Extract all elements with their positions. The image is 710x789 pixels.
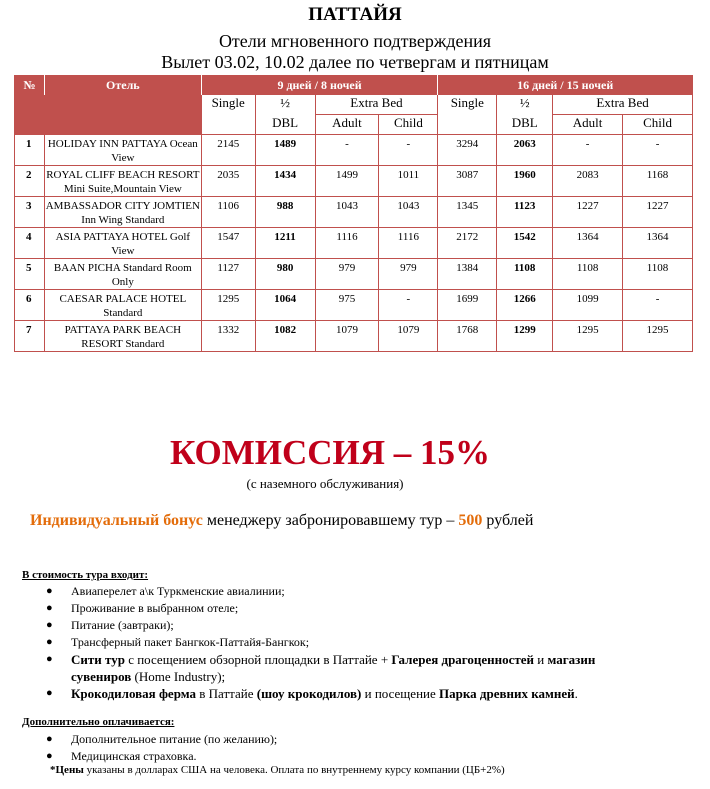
col-header-number: №: [15, 75, 45, 95]
subheader-single: Single: [438, 95, 497, 115]
subheader-empty: [438, 115, 497, 135]
price-adult-9d: 1499: [315, 166, 379, 197]
price-child-9d: 1043: [379, 197, 438, 228]
list-item: ● Медицинская страховка.: [46, 749, 197, 763]
table-row: [15, 197, 693, 228]
price-child-16d: 1108: [623, 259, 693, 290]
subheader-half: ½: [255, 95, 315, 115]
price-single-16d: 1345: [438, 197, 497, 228]
price-child-9d: -: [379, 135, 438, 166]
price-child-16d: 1168: [623, 166, 693, 197]
list-item-city-tour: ● Сити тур с посещением обзорной площадки в Паттайе + Галерея драгоценностей и магазин сувениров (Home Industry);: [46, 652, 596, 684]
price-adult-16d: 1108: [553, 259, 623, 290]
price-dbl-9d: 1489: [255, 135, 315, 166]
price-child-9d: 1079: [379, 321, 438, 352]
bullet-icon: ●: [46, 733, 53, 745]
row-number: 4: [15, 228, 45, 259]
price-single-9d: 1127: [201, 259, 255, 290]
price-dbl-16d: 1542: [497, 228, 553, 259]
price-adult-9d: -: [315, 135, 379, 166]
bullet-icon: ●: [46, 653, 53, 665]
hotel-name: AMBASSADOR CITY JOMTIEN Inn Wing Standard: [44, 197, 201, 228]
bonus-amount: 500: [458, 512, 483, 529]
subheader-child: Child: [623, 115, 693, 135]
price-child-16d: 1364: [623, 228, 693, 259]
price-dbl-9d: 1211: [255, 228, 315, 259]
bonus-lead: Индивидуальный бонус: [30, 512, 203, 529]
subheader-dbl: DBL: [255, 115, 315, 135]
price-adult-16d: 2083: [553, 166, 623, 197]
list-item: ● Проживание в выбранном отеле;: [46, 601, 239, 615]
price-child-16d: -: [623, 290, 693, 321]
row-number: 3: [15, 197, 45, 228]
price-child-9d: -: [379, 290, 438, 321]
subheader-adult: Adult: [315, 115, 379, 135]
price-dbl-9d: 1082: [255, 321, 315, 352]
bullet-icon: ●: [46, 602, 53, 614]
price-dbl-16d: 1266: [497, 290, 553, 321]
col-header-period-16days: 16 дней / 15 ночей: [438, 75, 693, 95]
price-table: [14, 75, 693, 352]
manager-bonus: [30, 512, 533, 530]
hotel-name: CAESAR PALACE HOTEL Standard: [44, 290, 201, 321]
hotel-name: ROYAL CLIFF BEACH RESORT Mini Suite,Mountain View: [44, 166, 201, 197]
price-child-16d: -: [623, 135, 693, 166]
list-item: ● Авиаперелет а\к Туркменские авиалинии;: [46, 584, 285, 598]
header-fill: [15, 95, 45, 135]
price-child-9d: 1116: [379, 228, 438, 259]
subheader-dbl: DBL: [497, 115, 553, 135]
price-single-16d: 1384: [438, 259, 497, 290]
hotel-name: BAAN PICHA Standard Room Only: [44, 259, 201, 290]
col-header-hotel: Отель: [44, 75, 201, 95]
table-row: [15, 259, 693, 290]
row-number: 2: [15, 166, 45, 197]
subheader-empty: [201, 115, 255, 135]
price-single-9d: 1295: [201, 290, 255, 321]
list-item: ● Питание (завтраки);: [46, 618, 174, 632]
price-single-16d: 1768: [438, 321, 497, 352]
bullet-icon: ●: [46, 636, 53, 648]
price-adult-16d: 1099: [553, 290, 623, 321]
header-fill: [44, 95, 201, 135]
price-dbl-9d: 980: [255, 259, 315, 290]
price-adult-9d: 975: [315, 290, 379, 321]
price-adult-16d: 1227: [553, 197, 623, 228]
price-single-16d: 3294: [438, 135, 497, 166]
price-single-16d: 1699: [438, 290, 497, 321]
price-adult-9d: 979: [315, 259, 379, 290]
list-item: ● Трансферный пакет Бангкок-Паттайя-Бангкок;: [46, 635, 310, 649]
price-single-9d: 2035: [201, 166, 255, 197]
commission-note: (с наземного обслуживания): [246, 476, 404, 491]
price-single-9d: 1332: [201, 321, 255, 352]
page-title: ПАТТАЙЯ: [308, 4, 402, 25]
price-single-16d: 2172: [438, 228, 497, 259]
price-child-16d: 1295: [623, 321, 693, 352]
price-adult-16d: 1364: [553, 228, 623, 259]
price-adult-9d: 1116: [315, 228, 379, 259]
price-single-9d: 1547: [201, 228, 255, 259]
col-header-period-9days: 9 дней / 8 ночей: [201, 75, 438, 95]
price-note: *Цены указаны в долларах США на человека. Оплата по внутреннему курсу компании (ЦБ+2%): [50, 764, 505, 776]
price-dbl-9d: 988: [255, 197, 315, 228]
row-number: 1: [15, 135, 45, 166]
price-adult-16d: -: [553, 135, 623, 166]
list-item-crocodile-farm: ● Крокодиловая ферма в Паттайе (шоу крокодилов) и посещение Парка древних камней.: [46, 686, 578, 701]
list-item: ● Дополнительное питание (по желанию);: [46, 732, 278, 746]
row-number: 5: [15, 259, 45, 290]
table-row: [15, 321, 693, 352]
extra-charges-list: [22, 731, 622, 765]
price-dbl-16d: 2063: [497, 135, 553, 166]
price-child-9d: 1011: [379, 166, 438, 197]
price-dbl-16d: 1960: [497, 166, 553, 197]
row-number: 7: [15, 321, 45, 352]
table-row: [15, 135, 693, 166]
price-dbl-9d: 1064: [255, 290, 315, 321]
bonus-text: менеджеру забронировавшему тур –: [202, 512, 459, 529]
price-dbl-16d: 1299: [497, 321, 553, 352]
bullet-icon: ●: [46, 619, 53, 631]
price-single-16d: 3087: [438, 166, 497, 197]
price-dbl-16d: 1108: [497, 259, 553, 290]
price-adult-9d: 1043: [315, 197, 379, 228]
hotel-name: ASIA PATTAYA HOTEL Golf View: [44, 228, 201, 259]
price-child-16d: 1227: [623, 197, 693, 228]
commission-heading: КОМИССИЯ – 15%: [169, 433, 491, 472]
price-child-9d: 979: [379, 259, 438, 290]
price-dbl-9d: 1434: [255, 166, 315, 197]
subheader-single: Single: [201, 95, 255, 115]
subheader-child: Child: [379, 115, 438, 135]
row-number: 6: [15, 290, 45, 321]
hotel-name: PATTAYA PARK BEACH RESORT Standard: [44, 321, 201, 352]
price-single-9d: 1106: [201, 197, 255, 228]
price-adult-9d: 1079: [315, 321, 379, 352]
departure-dates: Вылет 03.02, 10.02 далее по четвергам и пятницам: [161, 52, 549, 72]
table-row: [15, 228, 693, 259]
table-row: [15, 290, 693, 321]
bullet-icon: ●: [46, 750, 53, 762]
includes-list: [22, 583, 622, 702]
includes-title: В стоимость тура входит:: [22, 569, 149, 581]
subheader-adult: Adult: [553, 115, 623, 135]
subheader-half: ½: [497, 95, 553, 115]
extra-charges-title: Дополнительно оплачивается:: [22, 716, 175, 728]
price-single-9d: 2145: [201, 135, 255, 166]
subheader-extra-bed: Extra Bed: [553, 95, 693, 115]
price-dbl-16d: 1123: [497, 197, 553, 228]
bullet-icon: ●: [46, 687, 53, 699]
hotel-name: HOLIDAY INN PATTAYA Ocean View: [44, 135, 201, 166]
bullet-icon: ●: [46, 585, 53, 597]
price-adult-16d: 1295: [553, 321, 623, 352]
page-subtitle: Отели мгновенного подтверждения: [218, 31, 492, 51]
bonus-unit: рублей: [482, 512, 534, 529]
subheader-extra-bed: Extra Bed: [315, 95, 438, 115]
table-row: [15, 166, 693, 197]
